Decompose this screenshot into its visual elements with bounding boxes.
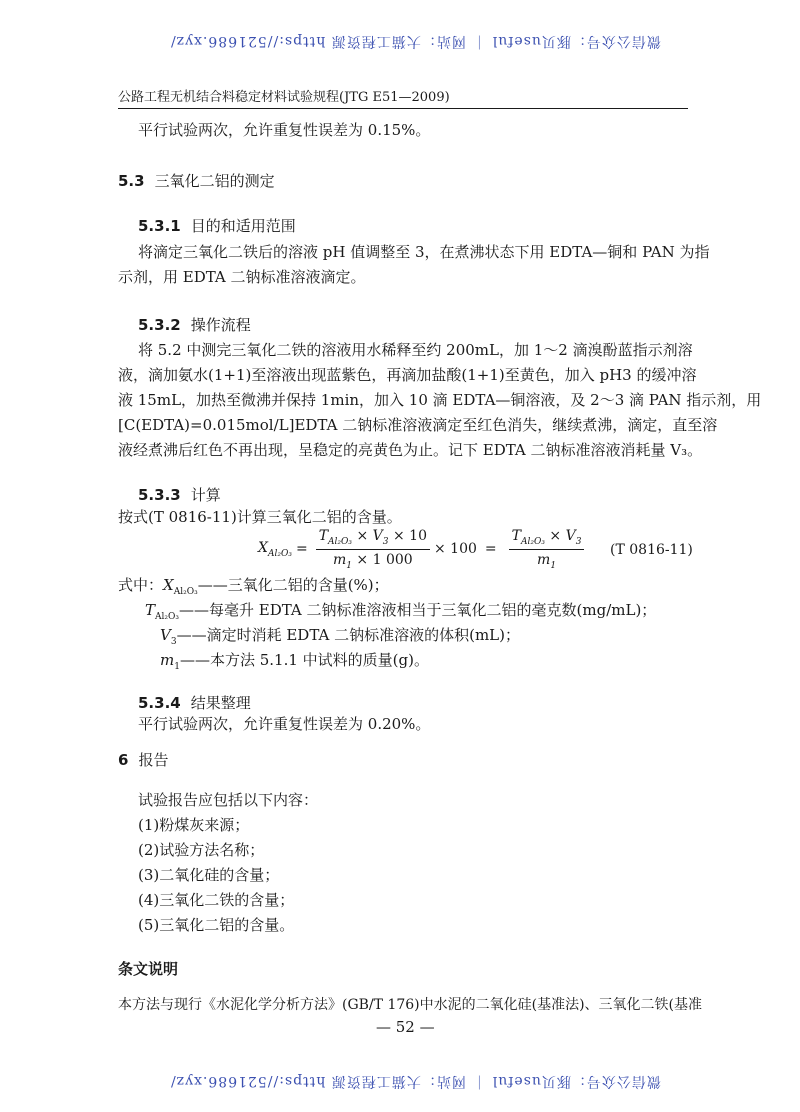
section-number: 5.3.4 xyxy=(138,694,181,712)
running-header: 公路工程无机结合料稳定材料试验规程(JTG E51—2009) xyxy=(118,90,450,105)
formula-lhs: $X_{Al_2O_3}$ xyxy=(258,539,292,559)
section-title: 结果整理 xyxy=(190,694,251,712)
section-number: 5.3.3 xyxy=(138,486,181,504)
def-t: $T_{Al_2O_3}——$每毫升 EDTA 二钠标准溶液相当于三氧化二铝的毫克数(mg/mL)； xyxy=(145,601,657,622)
formula-t0816-11 xyxy=(258,528,588,571)
fraction-2: $\frac{T_{Al_2O_3} \times V_3}{m_1}$ xyxy=(509,528,585,571)
section-title: 报告 xyxy=(138,751,169,769)
page-number: — 52 — xyxy=(376,1018,435,1036)
paragraph-5-3-2-line-1: 将 5.2 中测完三氧化二铁的溶液用水稀释至约 200mL，加 1～2 滴溴酚蓝指示剂溶 xyxy=(138,341,693,359)
paragraph-repeatability-015: 平行试验两次，允许重复性误差为 0.15%。 xyxy=(138,121,431,139)
fraction-1: $\frac{T_{Al_2O_3} \times V_3 \times 10}{m_1 \times 1 000}$ xyxy=(316,528,430,571)
paragraph-5-3-2-line-2: 液，滴加氨水(1+1)至溶液出现蓝紫色，再滴加盐酸(1+1)至黄色，加入 pH3 的缓冲溶 xyxy=(118,366,697,384)
paragraph-formula-intro: 按式(T 0816-11)计算三氧化二铝的含量。 xyxy=(118,508,402,526)
report-item-2: (2)试验方法名称； xyxy=(138,841,265,859)
report-item-3: (3)二氧化硅的含量； xyxy=(138,866,280,884)
section-number: 5.3.2 xyxy=(138,316,181,334)
section-number: 6 xyxy=(118,751,129,769)
report-item-1: (1)粉煤灰来源； xyxy=(138,816,250,834)
notes-paragraph: 本方法与现行《水泥化学分析方法》(GB/T 176)中水泥的二氧化硅(基准法)、三氧化二铁(基准 xyxy=(118,997,703,1013)
header-rule xyxy=(118,108,688,109)
section-6-heading xyxy=(118,749,168,770)
report-intro: 试验报告应包括以下内容： xyxy=(138,791,319,809)
paragraph-5-3-2-line-4: [C(EDTA)=0.015mol/L]EDTA 二钠标准溶液滴定至红色消失，继续煮沸，滴定，直至溶 xyxy=(118,416,718,434)
notes-heading: 条文说明 xyxy=(118,960,179,978)
equals-sign-2: = xyxy=(484,541,497,558)
section-title: 操作流程 xyxy=(190,316,251,334)
watermark-bottom: 微信公众号：豚贝useful ｜ 网站：大猫工程资源 https://521686.xyz/ xyxy=(170,1073,661,1089)
section-5-3-1-heading xyxy=(138,215,296,236)
times-100: × 100 xyxy=(433,541,477,558)
watermark-top: 微信公众号：豚贝useful ｜ 网站：大猫工程资源 https://521686.xyz/ xyxy=(170,33,661,49)
section-title: 三氧化二铝的测定 xyxy=(154,172,275,190)
report-item-5: (5)三氧化二铝的含量。 xyxy=(138,916,295,934)
equals-sign: = xyxy=(295,541,308,558)
def-v: $V_3——$滴定时消耗 EDTA 二钠标准溶液的体积(mL)； xyxy=(160,626,520,647)
section-number: 5.3 xyxy=(118,172,145,190)
paragraph-5-3-2-line-3: 液 15mL，加热至微沸并保持 1min，加入 10 滴 EDTA—铜溶液，及 2～3 滴 PAN 指示剂，用 xyxy=(118,391,762,409)
paragraph-5-3-1-line-1: 将滴定三氧化二铁后的溶液 pH 值调整至 3，在煮沸状态下用 EDTA—铜和 PAN 为指 xyxy=(138,243,710,261)
section-number: 5.3.1 xyxy=(138,217,181,235)
section-title: 目的和适用范围 xyxy=(190,217,296,235)
equation-tag: (T 0816-11) xyxy=(610,542,693,558)
section-title: 计算 xyxy=(190,486,221,504)
section-5-3-3-heading xyxy=(138,484,221,505)
section-5-3-4-heading xyxy=(138,692,251,713)
paragraph-5-3-1-line-2: 示剂，用 EDTA 二钠标准溶液滴定。 xyxy=(118,268,366,286)
def-m: $m_1——$本方法 5.1.1 中试料的质量(g)。 xyxy=(160,651,429,672)
paragraph-repeatability-020: 平行试验两次，允许重复性误差为 0.20%。 xyxy=(138,715,431,733)
report-item-4: (4)三氧化二铁的含量； xyxy=(138,891,295,909)
paragraph-5-3-2-line-5: 液经煮沸后红色不再出现，呈稳定的亮黄色为止。记下 EDTA 二钠标准溶液消耗量 V₃。 xyxy=(118,441,703,459)
def-x: 式中：$X_{Al_2O_3}——$三氧化二铝的含量(%)； xyxy=(118,576,389,597)
section-5-3-heading xyxy=(118,170,275,191)
section-5-3-2-heading xyxy=(138,314,251,335)
